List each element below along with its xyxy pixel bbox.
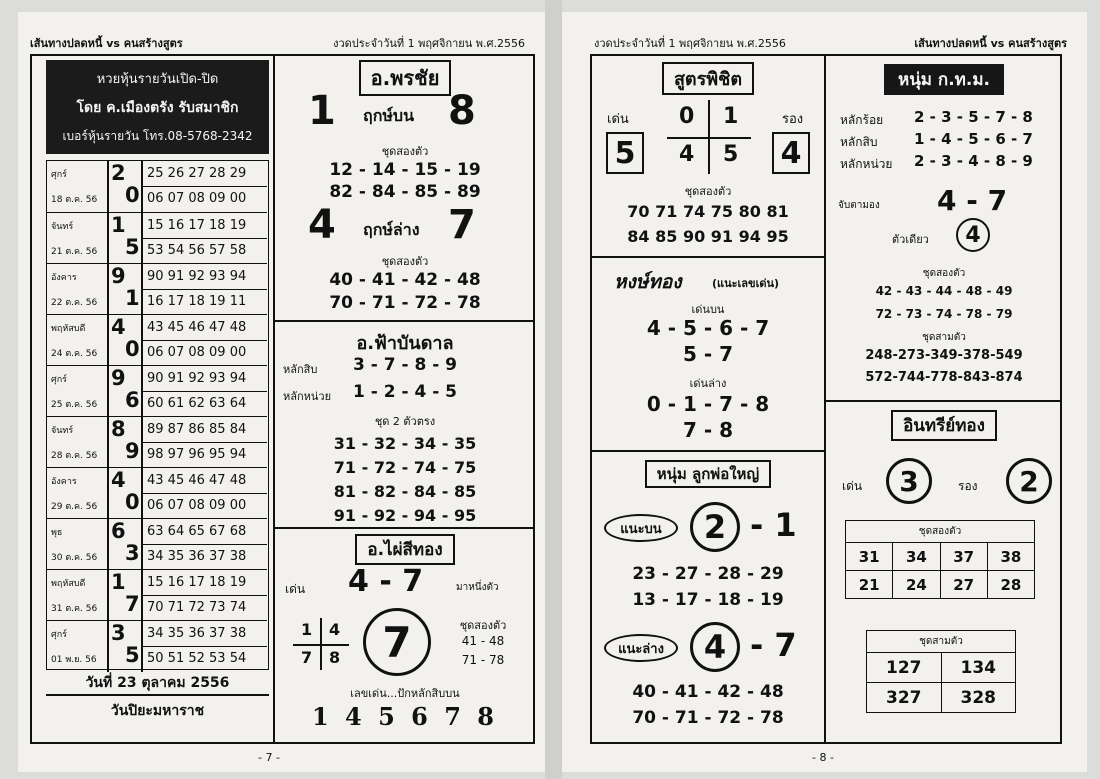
stock-row-bottom: 98 97 96 95 94 xyxy=(147,447,247,462)
insi-two-2: 34 xyxy=(893,543,940,571)
left-header-draw: งวดประจำวันที่ 1 พฤศจิกายน พ.ศ.2556 xyxy=(333,37,525,50)
phai-grid-2: 4 xyxy=(329,620,341,639)
stock-row-a: 4 xyxy=(111,315,126,339)
phai-circle: 7 xyxy=(363,608,431,676)
stock-row-bottom: 06 07 08 09 00 xyxy=(147,191,247,206)
right-header-draw: งวดประจำวันที่ 1 พฤศจิกายน พ.ศ.2556 xyxy=(594,37,786,50)
insi-title: อินทรีย์ทอง xyxy=(891,410,997,441)
right-page-number: - 8 - xyxy=(812,751,834,764)
stock-row-b: 9 xyxy=(125,439,140,463)
stock-row-top: 15 16 17 18 19 xyxy=(147,218,247,233)
stock-row-day: ศุกร์ xyxy=(51,170,67,180)
sutra-tl: 0 xyxy=(679,104,695,129)
pornchai-title: อ.พรชัย xyxy=(359,60,452,96)
bkk-tens: 1 - 4 - 5 - 6 - 7 xyxy=(914,130,1033,148)
insi-two-5: 21 xyxy=(846,571,893,599)
stock-row-day: พุธ xyxy=(51,528,63,538)
fa-units-label: หลักหน่วย xyxy=(283,390,332,403)
pornchai-set2-a: 40 - 41 - 42 - 48 xyxy=(329,270,481,290)
phai-title: อ.ไผ่สีทอง xyxy=(355,534,454,565)
hong-bottom-label: เด่นล่าง xyxy=(689,377,727,390)
phai-set-a: 41 - 48 xyxy=(461,634,505,648)
stock-row xyxy=(47,314,267,365)
stock-row-day: อังคาร xyxy=(51,477,77,487)
insi-two-4: 38 xyxy=(987,543,1034,571)
nummluk-section xyxy=(592,460,824,488)
stock-author: โดย ค.เมืองตรัง รับสมาชิก xyxy=(76,100,239,116)
bkk-set3-a: 248-273-349-378-549 xyxy=(865,348,1023,363)
stock-row-date: 01 พ.ย. 56 xyxy=(51,655,97,665)
stock-row-top: 43 45 46 47 48 xyxy=(147,473,247,488)
fa-title: อ.ฟ้าบันดาล xyxy=(356,333,454,354)
phai-set-b: 71 - 78 xyxy=(461,653,505,667)
stock-row-a: 3 xyxy=(111,621,126,645)
pornchai-set1-a: 12 - 14 - 15 - 19 xyxy=(329,160,481,180)
stock-row-top: 43 45 46 47 48 xyxy=(147,320,247,335)
stock-row-a: 1 xyxy=(111,213,126,237)
stock-row-a: 4 xyxy=(111,468,126,492)
stock-row-day: พฤหัสบดี xyxy=(51,579,86,589)
insi-two-label: ชุดสองตัว xyxy=(846,521,1035,543)
bkk-pair: 4 - 7 xyxy=(937,184,1008,217)
stock-row-bottom: 70 71 72 73 74 xyxy=(147,600,247,615)
stock-row xyxy=(47,467,267,518)
phai-section xyxy=(275,534,535,565)
stock-row xyxy=(47,161,267,212)
stock-row-bottom: 60 61 62 63 64 xyxy=(147,396,247,411)
insi-two-7: 27 xyxy=(940,571,987,599)
sutra-title: สูตรพิชิต xyxy=(662,62,754,95)
stock-row-b: 0 xyxy=(125,490,140,514)
stock-row-bottom: 06 07 08 09 00 xyxy=(147,345,247,360)
bkk-single: 4 xyxy=(956,218,990,252)
stock-row-date: 22 ต.ค. 56 xyxy=(51,298,98,308)
sutra-set-a: 70 71 74 75 80 81 xyxy=(627,202,789,221)
stock-row-day: ศุกร์ xyxy=(51,375,67,385)
nummluk-top-b: 13 - 17 - 18 - 19 xyxy=(632,590,784,610)
stock-header xyxy=(46,60,269,154)
insi-three-label: ชุดสามตัว xyxy=(867,631,1016,653)
bkk-title: หนุ่ม ก.ท.ม. xyxy=(884,64,1004,95)
hong-top-a: 4 - 5 - 6 - 7 xyxy=(646,316,770,340)
bkk-tens-label: หลักสิบ xyxy=(840,135,878,149)
stock-row-date: 28 ต.ค. 56 xyxy=(51,451,98,461)
stock-row-top: 34 35 36 37 38 xyxy=(147,626,247,641)
left-page xyxy=(18,12,545,772)
stock-row-bottom: 16 17 18 19 11 xyxy=(147,294,247,309)
fa-section xyxy=(275,328,535,357)
bkk-section xyxy=(826,64,1062,95)
fa-tens: 3 - 7 - 8 - 9 xyxy=(353,355,457,375)
stock-row-top: 63 64 65 67 68 xyxy=(147,524,247,539)
stock-row-a: 9 xyxy=(111,366,126,390)
book-spine xyxy=(545,0,562,779)
stock-row-b: 0 xyxy=(125,337,140,361)
stock-row-a: 9 xyxy=(111,264,126,288)
stock-row-bottom: 34 35 36 37 38 xyxy=(147,549,247,564)
stock-row-date: 30 ต.ค. 56 xyxy=(51,553,98,563)
stock-row-top: 89 87 86 85 84 xyxy=(147,422,247,437)
stock-row xyxy=(47,263,267,314)
pornchai-bottom-left: 4 xyxy=(308,202,336,248)
stock-row-b: 0 xyxy=(125,183,140,207)
phai-grid-4: 8 xyxy=(329,648,341,667)
pornchai-set-label1: ชุดสองตัว xyxy=(381,145,429,158)
stock-row-day: อังคาร xyxy=(51,273,77,283)
fa-set-2: 71 - 72 - 74 - 75 xyxy=(333,458,477,477)
stock-row xyxy=(47,569,267,620)
stock-row-bottom: 06 07 08 09 00 xyxy=(147,498,247,513)
insi-sub-label: รอง xyxy=(958,479,978,493)
nummluk-top-rest: - 1 xyxy=(750,506,797,544)
hong-subtitle: (แนะเลขเด่น) xyxy=(712,277,780,290)
stock-row-bottom: 53 54 56 57 58 xyxy=(147,243,247,258)
phai-set-label: ชุดสองตัว xyxy=(459,619,507,632)
stock-row xyxy=(47,212,267,263)
pornchai-set-label2: ชุดสองตัว xyxy=(381,255,429,268)
insi-two-6: 24 xyxy=(893,571,940,599)
insi-lead: 3 xyxy=(886,458,932,504)
bkk-set3-b: 572-744-778-843-874 xyxy=(865,370,1023,385)
sutra-set-label: ชุดสองตัว xyxy=(684,185,732,198)
pornchai-set1-b: 82 - 84 - 85 - 89 xyxy=(329,182,481,202)
sutra-cross xyxy=(667,100,751,174)
hong-bottom-b: 7 - 8 xyxy=(682,418,734,442)
stock-row-day: จันทร์ xyxy=(51,426,74,436)
sutra-br: 5 xyxy=(723,142,739,167)
insi-three-1: 127 xyxy=(867,653,942,683)
nummluk-bottom-a: 40 - 41 - 42 - 48 xyxy=(632,682,784,702)
stock-row-date: 31 ต.ค. 56 xyxy=(51,604,98,614)
left-header-title: เส้นทางปลดหนี้ vs คนสร้างสูตร xyxy=(30,37,183,50)
insi-two-3: 37 xyxy=(940,543,987,571)
fa-set-4: 91 - 92 - 94 - 95 xyxy=(333,506,477,525)
insi-two-set xyxy=(845,520,1035,599)
stock-row xyxy=(47,518,267,569)
stock-row xyxy=(47,365,267,416)
stock-row-date: 24 ต.ค. 56 xyxy=(51,349,98,359)
fa-tens-label: หลักสิบ xyxy=(283,363,318,376)
stock-row-date: 25 ต.ค. 56 xyxy=(51,400,98,410)
nummluk-title: หนุ่ม ลูกพ่อใหญ่ xyxy=(645,460,771,488)
stock-footer-date: วันที่ 23 ตุลาคม 2556 xyxy=(85,675,230,691)
stock-row-b: 7 xyxy=(125,592,140,616)
bkk-set2-a: 42 - 43 - 44 - 48 - 49 xyxy=(875,284,1013,298)
sutra-bl: 4 xyxy=(679,142,695,167)
phai-lead-label: เด่น xyxy=(285,582,306,596)
sutra-right-square: 4 xyxy=(772,132,810,174)
sutra-section xyxy=(592,62,824,95)
stock-row-day: จันทร์ xyxy=(51,222,74,232)
stock-row-date: 21 ต.ค. 56 xyxy=(51,247,98,257)
fa-set-label: ชุด 2 ตัวตรง xyxy=(374,415,436,428)
stock-row-b: 5 xyxy=(125,235,140,259)
bkk-units-label: หลักหน่วย xyxy=(840,157,893,171)
stock-row-b: 1 xyxy=(125,286,140,310)
bkk-single-label: ตัวเดียว xyxy=(892,233,929,246)
hong-title: หงษ์ทอง xyxy=(614,271,682,293)
stock-row xyxy=(47,416,267,467)
insi-section xyxy=(826,410,1062,441)
bkk-set3-label: ชุดสามตัว xyxy=(922,332,966,343)
pornchai-bottom-label: ฤกษ์ล่าง xyxy=(363,220,420,239)
phai-side-label: มาหนึ่งตัว xyxy=(456,582,499,593)
nummluk-bottom-oval: แนะล่าง xyxy=(604,634,678,662)
pornchai-bottom-right: 7 xyxy=(448,202,476,248)
stock-row-a: 8 xyxy=(111,417,126,441)
stock-row xyxy=(47,620,267,671)
phai-grid-3: 7 xyxy=(301,648,313,667)
stock-phone: เบอร์หุ้นรายวัน โทร.08-5768-2342 xyxy=(62,129,253,143)
stock-row-a: 2 xyxy=(111,161,126,185)
fa-units: 1 - 2 - 4 - 5 xyxy=(353,382,457,402)
fa-set-1: 31 - 32 - 34 - 35 xyxy=(333,434,477,453)
stock-row-b: 3 xyxy=(125,541,140,565)
sutra-set-b: 84 85 90 91 94 95 xyxy=(627,227,789,246)
sutra-lead-label: เด่น xyxy=(607,112,629,127)
pornchai-top-left: 1 xyxy=(308,88,336,134)
bkk-pair-label: จับตามอง xyxy=(838,200,880,211)
stock-title: หวยหุ้นรายวันเปิด-ปิด xyxy=(96,72,219,87)
hong-bottom-a: 0 - 1 - 7 - 8 xyxy=(646,392,770,416)
nummluk-top-oval: แนะบน xyxy=(604,514,678,542)
phai-tens: 1 4 5 6 7 8 xyxy=(312,702,498,731)
insi-three-4: 328 xyxy=(941,683,1016,713)
pornchai-top-label: ฤกษ์บน xyxy=(363,106,415,125)
pornchai-top-right: 8 xyxy=(448,88,476,134)
stock-row-date: 18 ต.ค. 56 xyxy=(51,195,98,205)
phai-grid xyxy=(293,618,349,670)
stock-row-a: 6 xyxy=(111,519,126,543)
right-page xyxy=(562,12,1087,772)
nummluk-top-circle: 2 xyxy=(690,502,740,552)
stock-row-day: พฤหัสบดี xyxy=(51,324,86,334)
bkk-set2-b: 72 - 73 - 74 - 78 - 79 xyxy=(875,307,1013,321)
hong-top-b: 5 - 7 xyxy=(682,342,734,366)
stock-row-top: 15 16 17 18 19 xyxy=(147,575,247,590)
stock-row-day: ศุกร์ xyxy=(51,630,67,640)
pornchai-set2-b: 70 - 71 - 72 - 78 xyxy=(329,293,481,313)
phai-tens-label: เลขเด่น...ปักหลักสิบบน xyxy=(350,687,460,700)
insi-three-3: 327 xyxy=(867,683,942,713)
phai-lead: 4 - 7 xyxy=(348,564,424,599)
stock-footer-day: วันปิยะมหาราช xyxy=(110,703,205,719)
left-page-number: - 7 - xyxy=(258,751,280,764)
bkk-units: 2 - 3 - 4 - 8 - 9 xyxy=(914,152,1033,170)
stock-row-b: 5 xyxy=(125,643,140,667)
insi-three-set xyxy=(866,630,1016,713)
stock-row-top: 25 26 27 28 29 xyxy=(147,166,247,181)
bkk-hundreds: 2 - 3 - 5 - 7 - 8 xyxy=(914,108,1033,126)
fa-set-3: 81 - 82 - 84 - 85 xyxy=(333,482,477,501)
stock-row-a: 1 xyxy=(111,570,126,594)
sutra-tr: 1 xyxy=(723,104,739,129)
nummluk-bottom-b: 70 - 71 - 72 - 78 xyxy=(632,708,784,728)
insi-sub: 2 xyxy=(1006,458,1052,504)
nummluk-bottom-circle: 4 xyxy=(690,622,740,672)
stock-row-b: 6 xyxy=(125,388,140,412)
sutra-left-square: 5 xyxy=(606,132,644,174)
fa-sets xyxy=(275,432,535,528)
insi-two-8: 28 xyxy=(987,571,1034,599)
nummluk-top-a: 23 - 27 - 28 - 29 xyxy=(632,564,784,584)
stock-row-date: 29 ต.ค. 56 xyxy=(51,502,98,512)
bkk-set2-label: ชุดสองตัว xyxy=(922,268,966,279)
insi-two-1: 31 xyxy=(846,543,893,571)
stock-row-top: 90 91 92 93 94 xyxy=(147,269,247,284)
stock-row-bottom: 50 51 52 53 54 xyxy=(147,651,247,666)
bkk-hundreds-label: หลักร้อย xyxy=(840,113,884,127)
stock-table xyxy=(46,160,269,670)
insi-lead-label: เด่น xyxy=(842,479,863,493)
hong-top-label: เด่นบน xyxy=(691,303,725,316)
phai-grid-1: 1 xyxy=(301,620,313,639)
sutra-sub-label: รอง xyxy=(782,112,804,127)
stock-row-top: 90 91 92 93 94 xyxy=(147,371,247,386)
insi-three-2: 134 xyxy=(941,653,1016,683)
nummluk-bottom-rest: - 7 xyxy=(750,626,797,664)
right-header-title: เส้นทางปลดหนี้ vs คนสร้างสูตร xyxy=(914,37,1067,50)
